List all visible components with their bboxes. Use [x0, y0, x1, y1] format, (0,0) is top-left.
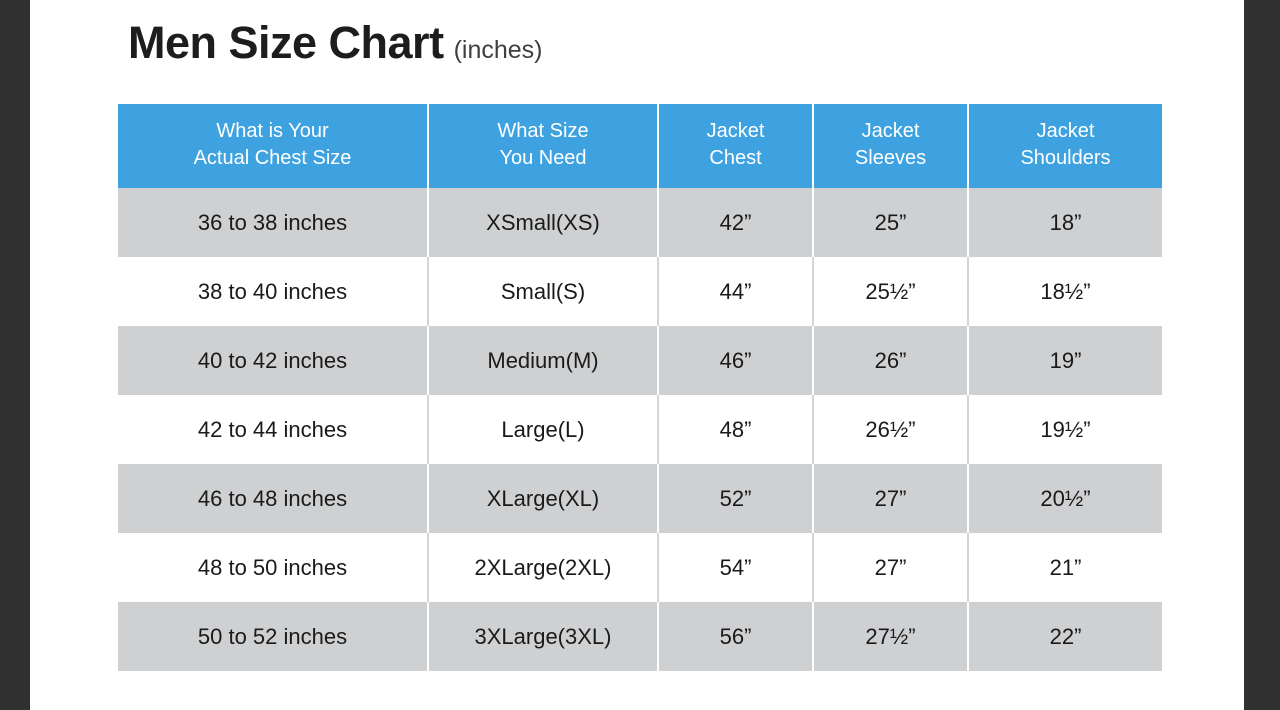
cell-size-you-need: XLarge(XL) [428, 464, 658, 533]
table-header-row [118, 104, 1162, 188]
cell-jacket-shoulders: 20½” [968, 464, 1162, 533]
page-title [128, 17, 543, 68]
cell-jacket-shoulders: 18½” [968, 257, 1162, 326]
cell-jacket-chest: 54” [658, 533, 813, 602]
cell-size-you-need: XSmall(XS) [428, 188, 658, 257]
cell-jacket-shoulders: 21” [968, 533, 1162, 602]
cell-jacket-sleeves: 27½” [813, 602, 968, 671]
cell-jacket-chest: 42” [658, 188, 813, 257]
column-header-size-you-need [428, 104, 658, 188]
cell-actual-chest-size: 40 to 42 inches [118, 326, 428, 395]
cell-size-you-need: 3XLarge(3XL) [428, 602, 658, 671]
cell-jacket-sleeves: 27” [813, 464, 968, 533]
cell-actual-chest-size: 48 to 50 inches [118, 533, 428, 602]
cell-jacket-chest: 52” [658, 464, 813, 533]
column-header-jacket-shoulders [968, 104, 1162, 188]
cell-jacket-shoulders: 19½” [968, 395, 1162, 464]
table-row [118, 395, 1162, 464]
column-header-line1: Jacket [861, 120, 920, 142]
cell-size-you-need: Medium(M) [428, 326, 658, 395]
page-title-units: (inches) [453, 36, 543, 64]
column-header-line1: What is Your [216, 120, 329, 142]
cell-actual-chest-size: 46 to 48 inches [118, 464, 428, 533]
column-header-line2: Sleeves [854, 147, 927, 169]
cell-size-you-need: Large(L) [428, 395, 658, 464]
cell-actual-chest-size: 42 to 44 inches [118, 395, 428, 464]
column-header-line1: Jacket [1036, 120, 1095, 142]
right-letterbox [1244, 0, 1280, 710]
cell-jacket-sleeves: 25” [813, 188, 968, 257]
cell-jacket-shoulders: 19” [968, 326, 1162, 395]
cell-jacket-sleeves: 26” [813, 326, 968, 395]
column-header-line1: Jacket [706, 120, 765, 142]
cell-size-you-need: Small(S) [428, 257, 658, 326]
table-row [118, 602, 1162, 671]
cell-size-you-need: 2XLarge(2XL) [428, 533, 658, 602]
cell-jacket-chest: 56” [658, 602, 813, 671]
size-chart [30, 0, 1244, 710]
document-sheet [30, 0, 1244, 710]
cell-jacket-sleeves: 26½” [813, 395, 968, 464]
cell-jacket-shoulders: 22” [968, 602, 1162, 671]
page-title-main: Men Size Chart [128, 17, 444, 68]
cell-actual-chest-size: 38 to 40 inches [118, 257, 428, 326]
column-header-line2: You Need [499, 147, 587, 169]
column-header-line2: Actual Chest Size [193, 147, 352, 169]
column-header-actual-chest-size [118, 104, 428, 188]
cell-jacket-shoulders: 18” [968, 188, 1162, 257]
column-header-line2: Chest [709, 147, 762, 169]
cell-jacket-sleeves: 27” [813, 533, 968, 602]
column-header-line1: What Size [497, 120, 589, 142]
cell-jacket-chest: 46” [658, 326, 813, 395]
cell-jacket-chest: 48” [658, 395, 813, 464]
table-row [118, 188, 1162, 257]
table-row [118, 464, 1162, 533]
cell-jacket-chest: 44” [658, 257, 813, 326]
table-row [118, 257, 1162, 326]
cell-actual-chest-size: 36 to 38 inches [118, 188, 428, 257]
table-row [118, 533, 1162, 602]
column-header-line2: Shoulders [1020, 147, 1111, 169]
size-chart-table [118, 104, 1162, 671]
cell-jacket-sleeves: 25½” [813, 257, 968, 326]
table-header [118, 104, 1162, 188]
left-letterbox [0, 0, 30, 710]
table-body [118, 188, 1162, 671]
table-row [118, 326, 1162, 395]
column-header-jacket-chest [658, 104, 813, 188]
column-header-jacket-sleeves [813, 104, 968, 188]
cell-actual-chest-size: 50 to 52 inches [118, 602, 428, 671]
